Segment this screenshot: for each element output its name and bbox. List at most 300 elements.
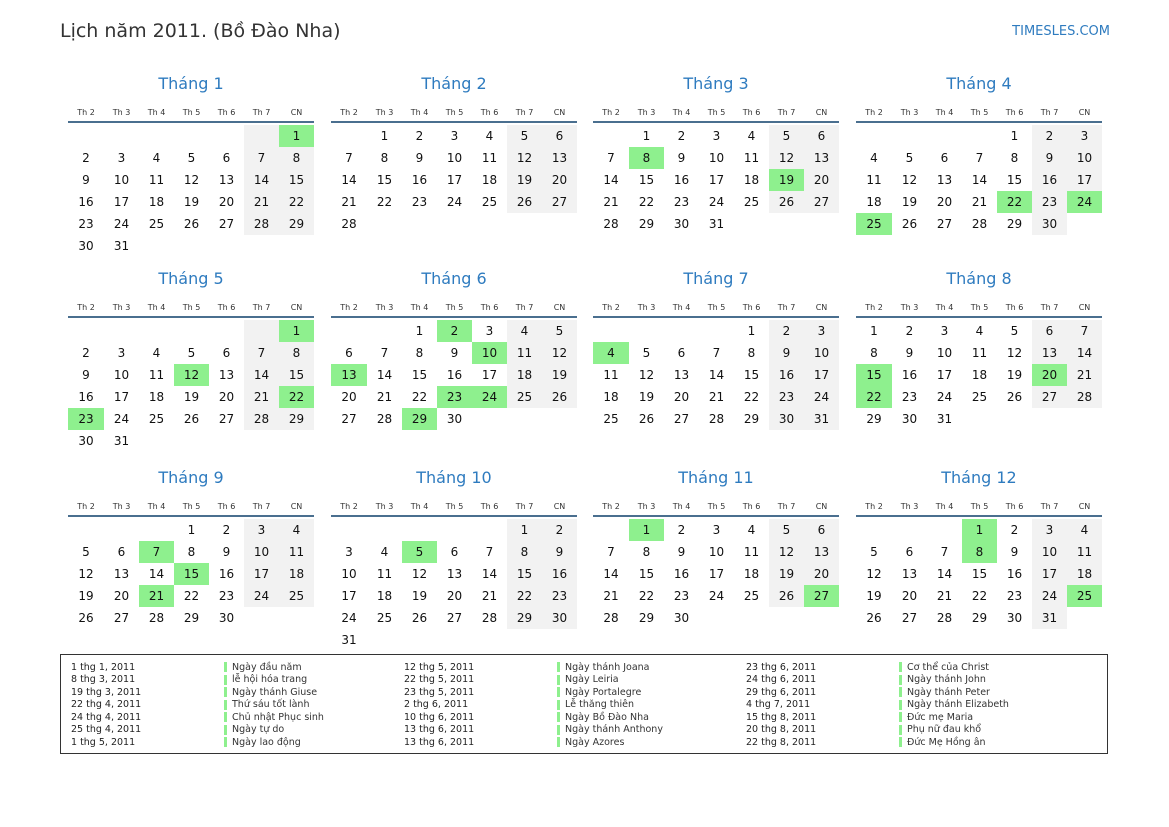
day-cell[interactable]: 21 xyxy=(971,195,988,209)
day-cell[interactable]: 22 xyxy=(638,195,655,209)
day-cell[interactable]: 11 xyxy=(279,541,314,563)
day-cell[interactable]: 5 xyxy=(542,320,577,342)
holiday-day[interactable]: 29 xyxy=(402,408,437,430)
day-cell[interactable]: 24 xyxy=(341,611,357,625)
day-cell[interactable]: 26 xyxy=(769,585,804,607)
day-cell[interactable]: 2 xyxy=(905,324,914,338)
day-cell[interactable]: 11 xyxy=(148,368,165,382)
day-cell[interactable]: 25 xyxy=(507,386,542,408)
day-cell[interactable]: 13 xyxy=(804,541,839,563)
day-cell[interactable]: 12 xyxy=(901,173,918,187)
day-cell[interactable]: 26 xyxy=(183,217,200,231)
holiday-day[interactable]: 20 xyxy=(1032,364,1067,386)
day-cell[interactable]: 18 xyxy=(743,173,760,187)
day-cell[interactable]: 19 xyxy=(638,390,655,404)
day-cell[interactable]: 4 xyxy=(152,151,161,165)
day-cell[interactable]: 1 xyxy=(642,129,651,143)
day-cell[interactable]: 14 xyxy=(244,364,279,386)
day-cell[interactable]: 15 xyxy=(279,364,314,386)
day-cell[interactable]: 20 xyxy=(673,390,690,404)
holiday-day[interactable]: 27 xyxy=(804,585,839,607)
day-cell[interactable]: 19 xyxy=(769,563,804,585)
day-cell[interactable]: 31 xyxy=(113,434,130,448)
day-cell[interactable]: 14 xyxy=(376,368,393,382)
day-cell[interactable]: 5 xyxy=(187,346,196,360)
day-cell[interactable]: 3 xyxy=(804,320,839,342)
day-cell[interactable]: 29 xyxy=(743,412,760,426)
day-cell[interactable]: 5 xyxy=(769,519,804,541)
day-cell[interactable]: 25 xyxy=(148,412,165,426)
day-cell[interactable]: 10 xyxy=(113,173,130,187)
day-cell[interactable]: 2 xyxy=(769,320,804,342)
day-cell[interactable]: 12 xyxy=(411,567,428,581)
day-cell[interactable]: 3 xyxy=(450,129,459,143)
day-cell[interactable]: 12 xyxy=(638,368,655,382)
holiday-day[interactable]: 8 xyxy=(629,147,664,169)
day-cell[interactable]: 7 xyxy=(380,346,389,360)
day-cell[interactable]: 3 xyxy=(244,519,279,541)
day-cell[interactable]: 8 xyxy=(1010,151,1019,165)
day-cell[interactable]: 22 xyxy=(743,390,760,404)
day-cell[interactable]: 21 xyxy=(341,195,357,209)
day-cell[interactable]: 21 xyxy=(603,195,619,209)
day-cell[interactable]: 16 xyxy=(78,390,94,404)
day-cell[interactable]: 10 xyxy=(113,368,130,382)
day-cell[interactable]: 25 xyxy=(279,585,314,607)
day-cell[interactable]: 6 xyxy=(940,151,949,165)
day-cell[interactable]: 20 xyxy=(804,169,839,191)
day-cell[interactable]: 31 xyxy=(113,239,130,253)
day-cell[interactable]: 20 xyxy=(218,195,235,209)
day-cell[interactable]: 31 xyxy=(708,217,725,231)
day-cell[interactable]: 6 xyxy=(804,519,839,541)
day-cell[interactable]: 28 xyxy=(971,217,988,231)
day-cell[interactable]: 14 xyxy=(341,173,357,187)
day-cell[interactable]: 15 xyxy=(638,567,655,581)
day-cell[interactable]: 4 xyxy=(870,151,878,165)
day-cell[interactable]: 4 xyxy=(747,523,756,537)
day-cell[interactable]: 20 xyxy=(113,589,130,603)
day-cell[interactable]: 8 xyxy=(279,342,314,364)
day-cell[interactable]: 30 xyxy=(673,217,690,231)
day-cell[interactable]: 13 xyxy=(542,147,577,169)
day-cell[interactable]: 15 xyxy=(743,368,760,382)
day-cell[interactable]: 3 xyxy=(117,346,126,360)
day-cell[interactable]: 29 xyxy=(1006,217,1023,231)
day-cell[interactable]: 4 xyxy=(507,320,542,342)
day-cell[interactable]: 7 xyxy=(485,545,494,559)
day-cell[interactable]: 11 xyxy=(971,346,988,360)
day-cell[interactable]: 12 xyxy=(1006,346,1023,360)
day-cell[interactable]: 18 xyxy=(507,364,542,386)
day-cell[interactable]: 22 xyxy=(638,589,655,603)
day-cell[interactable]: 2 xyxy=(542,519,577,541)
day-cell[interactable]: 14 xyxy=(971,173,988,187)
day-cell[interactable]: 3 xyxy=(485,324,494,338)
day-cell[interactable]: 11 xyxy=(481,151,498,165)
day-cell[interactable]: 8 xyxy=(415,346,424,360)
holiday-day[interactable]: 22 xyxy=(856,386,892,408)
day-cell[interactable]: 15 xyxy=(376,173,393,187)
holiday-day[interactable]: 1 xyxy=(962,519,997,541)
day-cell[interactable]: 13 xyxy=(1032,342,1067,364)
day-cell[interactable]: 10 xyxy=(708,545,725,559)
day-cell[interactable]: 27 xyxy=(542,191,577,213)
day-cell[interactable]: 29 xyxy=(183,611,200,625)
day-cell[interactable]: 2 xyxy=(1032,125,1067,147)
day-cell[interactable]: 20 xyxy=(341,390,357,404)
day-cell[interactable]: 4 xyxy=(485,129,494,143)
day-cell[interactable]: 15 xyxy=(507,563,542,585)
day-cell[interactable]: 14 xyxy=(603,173,619,187)
day-cell[interactable]: 28 xyxy=(603,611,619,625)
day-cell[interactable]: 26 xyxy=(411,611,428,625)
day-cell[interactable]: 12 xyxy=(507,147,542,169)
day-cell[interactable]: 16 xyxy=(901,368,918,382)
day-cell[interactable]: 13 xyxy=(218,368,235,382)
day-cell[interactable]: 27 xyxy=(804,191,839,213)
day-cell[interactable]: 30 xyxy=(769,408,804,430)
day-cell[interactable]: 1 xyxy=(870,324,878,338)
holiday-day[interactable]: 2 xyxy=(437,320,472,342)
day-cell[interactable]: 9 xyxy=(450,346,459,360)
day-cell[interactable]: 1 xyxy=(747,324,756,338)
day-cell[interactable]: 24 xyxy=(936,390,953,404)
day-cell[interactable]: 14 xyxy=(603,567,619,581)
day-cell[interactable]: 20 xyxy=(446,589,463,603)
day-cell[interactable]: 5 xyxy=(642,346,651,360)
holiday-day[interactable]: 21 xyxy=(139,585,174,607)
day-cell[interactable]: 27 xyxy=(341,412,357,426)
day-cell[interactable]: 6 xyxy=(222,346,231,360)
day-cell[interactable]: 2 xyxy=(222,523,231,537)
day-cell[interactable]: 29 xyxy=(279,213,314,235)
day-cell[interactable]: 23 xyxy=(1032,191,1067,213)
day-cell[interactable]: 24 xyxy=(708,589,725,603)
day-cell[interactable]: 11 xyxy=(603,368,619,382)
day-cell[interactable]: 10 xyxy=(1067,147,1102,169)
day-cell[interactable]: 10 xyxy=(446,151,463,165)
holiday-day[interactable]: 24 xyxy=(472,386,507,408)
day-cell[interactable]: 6 xyxy=(222,151,231,165)
day-cell[interactable]: 7 xyxy=(975,151,984,165)
day-cell[interactable]: 16 xyxy=(446,368,463,382)
day-cell[interactable]: 3 xyxy=(117,151,126,165)
day-cell[interactable]: 17 xyxy=(113,390,130,404)
day-cell[interactable]: 9 xyxy=(222,545,231,559)
holiday-day[interactable]: 13 xyxy=(331,364,367,386)
day-cell[interactable]: 25 xyxy=(376,611,393,625)
day-cell[interactable]: 28 xyxy=(481,611,498,625)
day-cell[interactable]: 21 xyxy=(244,386,279,408)
day-cell[interactable]: 14 xyxy=(244,169,279,191)
day-cell[interactable]: 30 xyxy=(78,434,94,448)
day-cell[interactable]: 28 xyxy=(376,412,393,426)
day-cell[interactable]: 5 xyxy=(187,151,196,165)
day-cell[interactable]: 12 xyxy=(866,567,882,581)
day-cell[interactable]: 20 xyxy=(804,563,839,585)
day-cell[interactable]: 14 xyxy=(148,567,165,581)
day-cell[interactable]: 10 xyxy=(936,346,953,360)
day-cell[interactable]: 7 xyxy=(607,151,615,165)
day-cell[interactable]: 26 xyxy=(542,386,577,408)
day-cell[interactable]: 15 xyxy=(411,368,428,382)
day-cell[interactable]: 24 xyxy=(244,585,279,607)
day-cell[interactable]: 11 xyxy=(376,567,393,581)
day-cell[interactable]: 7 xyxy=(1067,320,1102,342)
day-cell[interactable]: 2 xyxy=(415,129,424,143)
day-cell[interactable]: 6 xyxy=(450,545,459,559)
day-cell[interactable]: 13 xyxy=(673,368,690,382)
day-cell[interactable]: 18 xyxy=(743,567,760,581)
day-cell[interactable]: 23 xyxy=(901,390,918,404)
day-cell[interactable]: 17 xyxy=(481,368,498,382)
day-cell[interactable]: 28 xyxy=(936,611,953,625)
day-cell[interactable]: 8 xyxy=(279,147,314,169)
day-cell[interactable]: 27 xyxy=(673,412,690,426)
holiday-day[interactable]: 4 xyxy=(593,342,629,364)
day-cell[interactable]: 23 xyxy=(1006,589,1023,603)
day-cell[interactable]: 18 xyxy=(148,195,165,209)
day-cell[interactable]: 15 xyxy=(638,173,655,187)
day-cell[interactable]: 25 xyxy=(481,195,498,209)
holiday-day[interactable]: 25 xyxy=(1067,585,1102,607)
day-cell[interactable]: 9 xyxy=(769,342,804,364)
day-cell[interactable]: 23 xyxy=(78,217,94,231)
day-cell[interactable]: 8 xyxy=(747,346,756,360)
day-cell[interactable]: 24 xyxy=(446,195,463,209)
day-cell[interactable]: 27 xyxy=(218,217,235,231)
day-cell[interactable]: 12 xyxy=(78,567,94,581)
day-cell[interactable]: 27 xyxy=(218,412,235,426)
day-cell[interactable]: 30 xyxy=(901,412,918,426)
day-cell[interactable]: 4 xyxy=(279,519,314,541)
day-cell[interactable]: 14 xyxy=(1067,342,1102,364)
day-cell[interactable]: 11 xyxy=(148,173,165,187)
day-cell[interactable]: 31 xyxy=(804,408,839,430)
day-cell[interactable]: 26 xyxy=(638,412,655,426)
day-cell[interactable]: 26 xyxy=(769,191,804,213)
holiday-day[interactable]: 8 xyxy=(962,541,997,563)
day-cell[interactable]: 20 xyxy=(218,390,235,404)
day-cell[interactable]: 30 xyxy=(446,412,463,426)
day-cell[interactable]: 22 xyxy=(971,589,988,603)
day-cell[interactable]: 17 xyxy=(708,173,725,187)
day-cell[interactable]: 1 xyxy=(1010,129,1019,143)
holiday-day[interactable]: 22 xyxy=(279,386,314,408)
day-cell[interactable]: 20 xyxy=(901,589,918,603)
day-cell[interactable]: 18 xyxy=(1067,563,1102,585)
day-cell[interactable]: 4 xyxy=(1067,519,1102,541)
day-cell[interactable]: 27 xyxy=(113,611,130,625)
day-cell[interactable]: 13 xyxy=(113,567,130,581)
day-cell[interactable]: 5 xyxy=(905,151,914,165)
day-cell[interactable]: 17 xyxy=(446,173,463,187)
day-cell[interactable]: 10 xyxy=(341,567,357,581)
day-cell[interactable]: 17 xyxy=(708,567,725,581)
day-cell[interactable]: 28 xyxy=(148,611,165,625)
day-cell[interactable]: 16 xyxy=(218,567,235,581)
holiday-day[interactable]: 1 xyxy=(279,320,314,342)
day-cell[interactable]: 9 xyxy=(82,368,90,382)
day-cell[interactable]: 7 xyxy=(712,346,721,360)
day-cell[interactable]: 28 xyxy=(244,213,279,235)
day-cell[interactable]: 18 xyxy=(866,195,882,209)
day-cell[interactable]: 28 xyxy=(603,217,619,231)
day-cell[interactable]: 6 xyxy=(117,545,126,559)
day-cell[interactable]: 19 xyxy=(901,195,918,209)
day-cell[interactable]: 30 xyxy=(542,607,577,629)
day-cell[interactable]: 23 xyxy=(673,589,690,603)
day-cell[interactable]: 21 xyxy=(244,191,279,213)
day-cell[interactable]: 16 xyxy=(673,567,690,581)
day-cell[interactable]: 14 xyxy=(936,567,953,581)
day-cell[interactable]: 30 xyxy=(1032,213,1067,235)
day-cell[interactable]: 9 xyxy=(1032,147,1067,169)
day-cell[interactable]: 11 xyxy=(743,545,760,559)
day-cell[interactable]: 17 xyxy=(936,368,953,382)
day-cell[interactable]: 21 xyxy=(708,390,725,404)
day-cell[interactable]: 8 xyxy=(642,545,651,559)
day-cell[interactable]: 3 xyxy=(940,324,949,338)
day-cell[interactable]: 14 xyxy=(481,567,498,581)
day-cell[interactable]: 21 xyxy=(376,390,393,404)
day-cell[interactable]: 9 xyxy=(677,151,686,165)
day-cell[interactable]: 23 xyxy=(411,195,428,209)
day-cell[interactable]: 12 xyxy=(542,342,577,364)
day-cell[interactable]: 1 xyxy=(415,324,424,338)
day-cell[interactable]: 11 xyxy=(743,151,760,165)
day-cell[interactable]: 26 xyxy=(866,611,882,625)
day-cell[interactable]: 25 xyxy=(603,412,619,426)
holiday-day[interactable]: 15 xyxy=(856,364,892,386)
day-cell[interactable]: 5 xyxy=(1010,324,1019,338)
day-cell[interactable]: 21 xyxy=(936,589,953,603)
day-cell[interactable]: 8 xyxy=(870,346,878,360)
day-cell[interactable]: 26 xyxy=(78,611,94,625)
day-cell[interactable]: 11 xyxy=(866,173,882,187)
day-cell[interactable]: 23 xyxy=(218,589,235,603)
day-cell[interactable]: 11 xyxy=(1067,541,1102,563)
day-cell[interactable]: 17 xyxy=(804,364,839,386)
day-cell[interactable]: 23 xyxy=(542,585,577,607)
day-cell[interactable]: 10 xyxy=(1032,541,1067,563)
day-cell[interactable]: 25 xyxy=(148,217,165,231)
day-cell[interactable]: 10 xyxy=(804,342,839,364)
holiday-day[interactable]: 5 xyxy=(402,541,437,563)
day-cell[interactable]: 13 xyxy=(218,173,235,187)
day-cell[interactable]: 7 xyxy=(607,545,615,559)
day-cell[interactable]: 30 xyxy=(1006,611,1023,625)
day-cell[interactable]: 15 xyxy=(971,567,988,581)
day-cell[interactable]: 30 xyxy=(218,611,235,625)
day-cell[interactable]: 3 xyxy=(345,545,353,559)
day-cell[interactable]: 5 xyxy=(507,125,542,147)
day-cell[interactable]: 6 xyxy=(804,125,839,147)
day-cell[interactable]: 29 xyxy=(971,611,988,625)
day-cell[interactable]: 17 xyxy=(341,589,357,603)
day-cell[interactable]: 17 xyxy=(113,195,130,209)
day-cell[interactable]: 18 xyxy=(603,390,619,404)
day-cell[interactable]: 16 xyxy=(411,173,428,187)
holiday-day[interactable]: 23 xyxy=(437,386,472,408)
day-cell[interactable]: 13 xyxy=(901,567,918,581)
day-cell[interactable]: 10 xyxy=(244,541,279,563)
day-cell[interactable]: 26 xyxy=(183,412,200,426)
day-cell[interactable]: 1 xyxy=(187,523,196,537)
day-cell[interactable]: 2 xyxy=(82,151,90,165)
day-cell[interactable]: 9 xyxy=(677,545,686,559)
day-cell[interactable]: 15 xyxy=(1006,173,1023,187)
day-cell[interactable]: 24 xyxy=(113,217,130,231)
day-cell[interactable]: 28 xyxy=(708,412,725,426)
day-cell[interactable]: 30 xyxy=(78,239,94,253)
day-cell[interactable]: 5 xyxy=(870,545,878,559)
day-cell[interactable]: 18 xyxy=(971,368,988,382)
holiday-day[interactable]: 12 xyxy=(174,364,209,386)
day-cell[interactable]: 9 xyxy=(542,541,577,563)
day-cell[interactable]: 17 xyxy=(1067,169,1102,191)
day-cell[interactable]: 2 xyxy=(82,346,90,360)
day-cell[interactable]: 1 xyxy=(380,129,389,143)
day-cell[interactable]: 4 xyxy=(747,129,756,143)
day-cell[interactable]: 25 xyxy=(743,195,760,209)
day-cell[interactable]: 12 xyxy=(183,173,200,187)
day-cell[interactable]: 6 xyxy=(345,346,353,360)
day-cell[interactable]: 31 xyxy=(1032,607,1067,629)
day-cell[interactable]: 16 xyxy=(1032,169,1067,191)
day-cell[interactable]: 4 xyxy=(380,545,389,559)
day-cell[interactable]: 7 xyxy=(244,147,279,169)
day-cell[interactable]: 28 xyxy=(341,217,357,231)
day-cell[interactable]: 28 xyxy=(244,408,279,430)
day-cell[interactable]: 6 xyxy=(677,346,686,360)
day-cell[interactable]: 6 xyxy=(1032,320,1067,342)
holiday-day[interactable]: 24 xyxy=(1067,191,1102,213)
day-cell[interactable]: 21 xyxy=(1067,364,1102,386)
day-cell[interactable]: 19 xyxy=(507,169,542,191)
day-cell[interactable]: 27 xyxy=(446,611,463,625)
day-cell[interactable]: 12 xyxy=(769,541,804,563)
day-cell[interactable]: 30 xyxy=(673,611,690,625)
day-cell[interactable]: 10 xyxy=(708,151,725,165)
day-cell[interactable]: 9 xyxy=(82,173,90,187)
day-cell[interactable]: 22 xyxy=(411,390,428,404)
day-cell[interactable]: 18 xyxy=(279,563,314,585)
day-cell[interactable]: 2 xyxy=(677,523,686,537)
day-cell[interactable]: 25 xyxy=(743,589,760,603)
day-cell[interactable]: 3 xyxy=(712,523,721,537)
day-cell[interactable]: 29 xyxy=(507,607,542,629)
day-cell[interactable]: 1 xyxy=(507,519,542,541)
day-cell[interactable]: 20 xyxy=(542,169,577,191)
day-cell[interactable]: 29 xyxy=(638,611,655,625)
day-cell[interactable]: 22 xyxy=(279,191,314,213)
day-cell[interactable]: 9 xyxy=(1010,545,1019,559)
holiday-day[interactable]: 7 xyxy=(139,541,174,563)
day-cell[interactable]: 19 xyxy=(542,364,577,386)
day-cell[interactable]: 6 xyxy=(905,545,914,559)
site-link[interactable]: TIMESLES.COM xyxy=(1012,24,1110,39)
day-cell[interactable]: 19 xyxy=(183,195,200,209)
day-cell[interactable]: 19 xyxy=(183,390,200,404)
day-cell[interactable]: 16 xyxy=(673,173,690,187)
day-cell[interactable]: 29 xyxy=(638,217,655,231)
day-cell[interactable]: 2 xyxy=(677,129,686,143)
holiday-day[interactable]: 23 xyxy=(68,408,104,430)
day-cell[interactable]: 5 xyxy=(769,125,804,147)
day-cell[interactable]: 13 xyxy=(804,147,839,169)
